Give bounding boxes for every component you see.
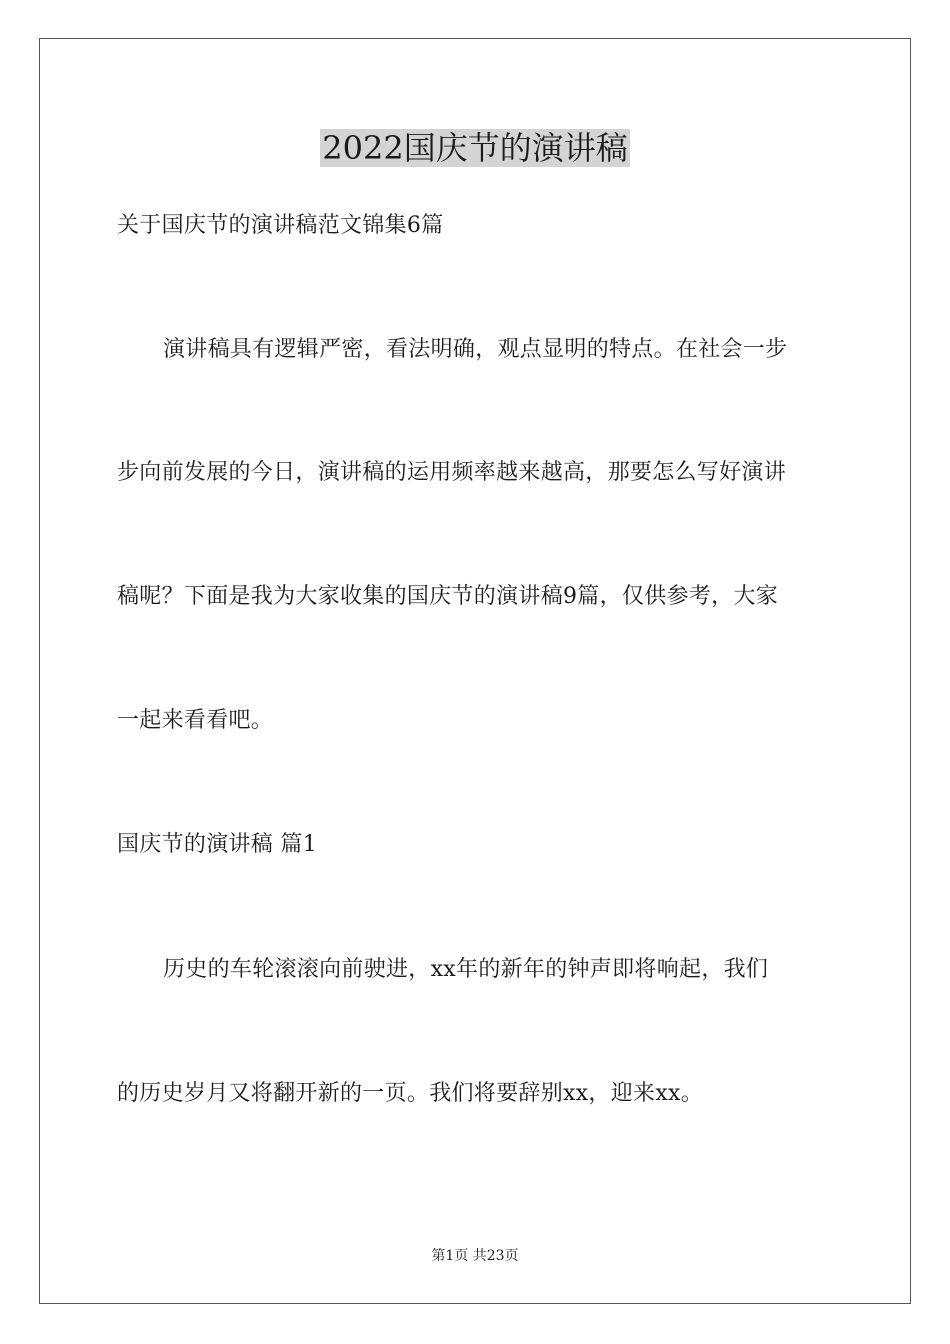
intro-line-2: 步向前发展的今日，演讲稿的运用频率越来越高，那要怎么写好演讲 bbox=[117, 460, 787, 485]
intro-line-4: 一起来看看吧。 bbox=[117, 708, 274, 733]
page-footer: 第1页 共23页 bbox=[431, 1248, 519, 1264]
body-line-1: 历史的车轮滚滚向前驶进，xx年的新年的钟声即将响起，我们 bbox=[163, 957, 769, 982]
intro-line-3: 稿呢？下面是我为大家收集的国庆节的演讲稿9篇，仅供参考，大家 bbox=[117, 584, 778, 609]
document-title bbox=[0, 126, 950, 170]
document-title-text: 2022国庆节的演讲稿 bbox=[322, 129, 628, 167]
intro-line-1: 演讲稿具有逻辑严密，看法明确，观点显明的特点。在社会一步 bbox=[163, 337, 788, 362]
document-subtitle: 关于国庆节的演讲稿范文锦集6篇 bbox=[117, 213, 444, 238]
body-line-2: 的历史岁月又将翻开新的一页。我们将要辞别xx，迎来xx。 bbox=[117, 1081, 704, 1106]
section-heading: 国庆节的演讲稿 篇1 bbox=[117, 832, 317, 857]
